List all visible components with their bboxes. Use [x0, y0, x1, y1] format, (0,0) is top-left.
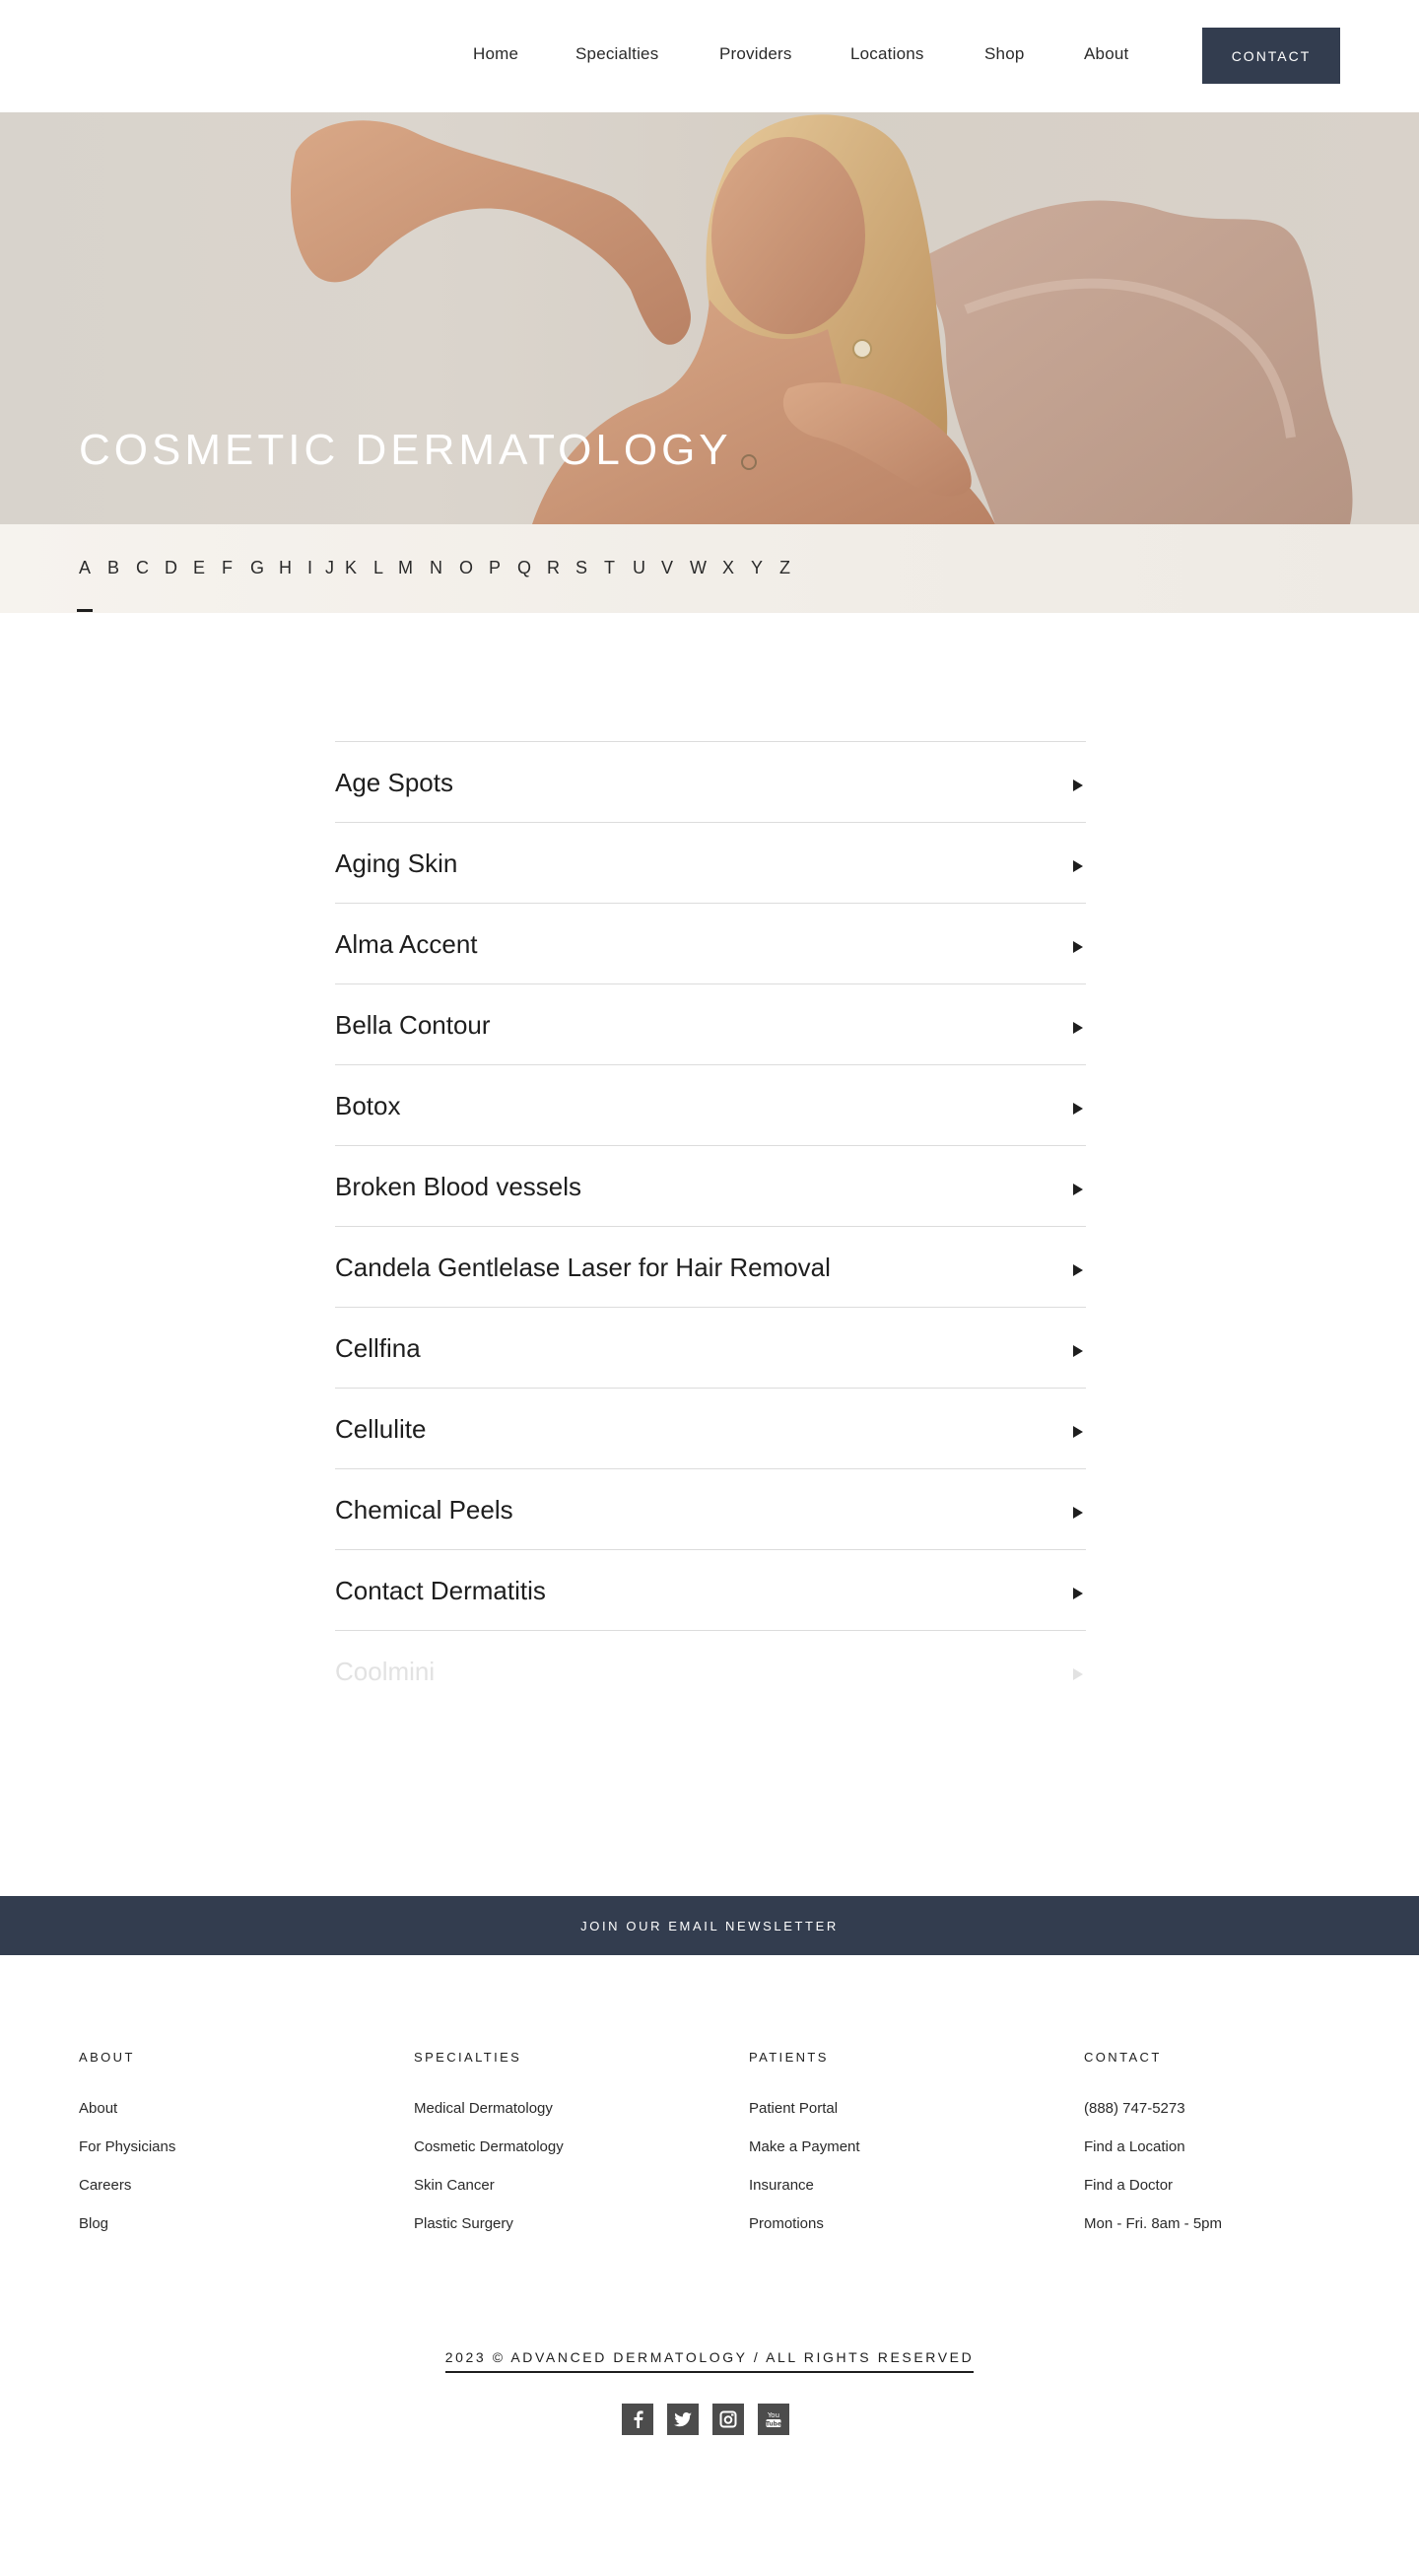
expand-arrow-icon[interactable]	[1073, 1588, 1083, 1599]
expand-arrow-icon[interactable]	[1073, 1345, 1083, 1357]
footer-link-careers[interactable]: Careers	[79, 2177, 132, 2194]
footer-heading-about: ABOUT	[79, 2050, 135, 2065]
footer-hours: Mon - Fri. 8am - 5pm	[1084, 2215, 1223, 2232]
footer-col-about	[79, 2050, 374, 2254]
accordion-item-label: Coolmini	[335, 1657, 436, 1686]
alphabet-letter-i[interactable]: I	[307, 558, 313, 577]
alphabet-letter-v[interactable]: V	[661, 558, 674, 577]
conditions-accordion	[335, 741, 1086, 1711]
accordion-item[interactable]	[335, 903, 1086, 983]
footer-link-patient-portal[interactable]: Patient Portal	[749, 2100, 839, 2117]
alphabet-letter-f[interactable]: F	[222, 558, 233, 577]
page-title: COSMETIC DERMATOLOGY	[79, 426, 732, 474]
expand-arrow-icon[interactable]	[1073, 1103, 1083, 1115]
alphabet-letter-j[interactable]: J	[325, 558, 334, 577]
accordion-item-label: Broken Blood vessels	[335, 1172, 582, 1201]
footer-link-cosmetic-dermatology[interactable]: Cosmetic Dermatology	[414, 2138, 564, 2155]
alphabet-letter-x[interactable]: X	[722, 558, 735, 577]
footer-link-insurance[interactable]: Insurance	[749, 2177, 814, 2194]
alphabet-letter-n[interactable]: N	[430, 558, 442, 577]
alphabet-letter-e[interactable]: E	[193, 558, 206, 577]
newsletter-signup-button[interactable]	[0, 1896, 1419, 1955]
accordion-item[interactable]	[335, 1630, 1086, 1711]
alphabet-letter-k[interactable]: K	[345, 558, 358, 577]
expand-arrow-icon[interactable]	[1073, 1022, 1083, 1034]
expand-arrow-icon[interactable]	[1073, 1426, 1083, 1438]
alphabet-letter-w[interactable]: W	[690, 558, 707, 577]
footer-link-promotions[interactable]: Promotions	[749, 2215, 824, 2232]
footer-link-for-physicians[interactable]: For Physicians	[79, 2138, 176, 2155]
nav-shop[interactable]: Shop	[984, 44, 1025, 63]
social-links	[622, 2404, 789, 2435]
main-nav	[0, 0, 1419, 112]
accordion-item-label: Alma Accent	[335, 929, 478, 959]
newsletter-label: JOIN OUR EMAIL NEWSLETTER	[580, 1918, 839, 1933]
contact-button[interactable]: CONTACT	[1202, 28, 1340, 84]
accordion-item-label: Chemical Peels	[335, 1495, 513, 1525]
accordion-item-label: Contact Dermatitis	[335, 1576, 546, 1605]
accordion-item-label: Cellfina	[335, 1333, 421, 1363]
accordion-item-label: Bella Contour	[335, 1010, 491, 1040]
footer-link-blog[interactable]: Blog	[79, 2215, 109, 2232]
expand-arrow-icon[interactable]	[1073, 941, 1083, 953]
alphabet-letter-l[interactable]: L	[373, 558, 384, 577]
alphabet-filter	[0, 524, 1419, 613]
alphabet-letter-q[interactable]: Q	[517, 558, 532, 577]
alphabet-letter-g[interactable]: G	[250, 558, 265, 577]
expand-arrow-icon[interactable]	[1073, 780, 1083, 791]
alphabet-letter-z[interactable]: Z	[779, 558, 790, 577]
nav-specialties[interactable]: Specialties	[575, 44, 659, 63]
accordion-item-label: Botox	[335, 1091, 401, 1120]
alphabet-letter-a[interactable]: A	[79, 558, 92, 577]
svg-text:Tube: Tube	[765, 2420, 782, 2428]
nav-home[interactable]: Home	[473, 44, 519, 63]
twitter-icon[interactable]	[667, 2404, 699, 2435]
alphabet-letter-t[interactable]: T	[604, 558, 615, 577]
footer-link-about[interactable]: About	[79, 2100, 118, 2117]
expand-arrow-icon[interactable]	[1073, 860, 1083, 872]
footer-link-find-doctor[interactable]: Find a Doctor	[1084, 2177, 1174, 2194]
footer-link-find-location[interactable]: Find a Location	[1084, 2138, 1185, 2155]
accordion-item-label: Age Spots	[335, 768, 453, 797]
alphabet-letter-u[interactable]: U	[633, 558, 645, 577]
active-letter-indicator	[77, 609, 93, 612]
facebook-icon[interactable]	[622, 2404, 653, 2435]
expand-arrow-icon[interactable]	[1073, 1264, 1083, 1276]
copyright-text: 2023 © ADVANCED DERMATOLOGY / ALL RIGHTS RESERVED	[445, 2349, 975, 2373]
alphabet-letter-p[interactable]: P	[489, 558, 502, 577]
footer-col-contact	[1084, 2050, 1380, 2254]
accordion-item-label: Candela Gentlelase Laser for Hair Removal	[335, 1253, 831, 1282]
svg-text:You: You	[767, 2411, 780, 2419]
nav-providers[interactable]: Providers	[719, 44, 792, 63]
accordion-item[interactable]	[335, 1145, 1086, 1226]
footer-heading-patients: PATIENTS	[749, 2050, 829, 2065]
accordion-item[interactable]	[335, 1064, 1086, 1145]
accordion-item[interactable]	[335, 822, 1086, 903]
expand-arrow-icon[interactable]	[1073, 1668, 1083, 1680]
expand-arrow-icon[interactable]	[1073, 1184, 1083, 1195]
accordion-item[interactable]	[335, 741, 1086, 822]
footer-link-phone[interactable]: (888) 747-5273	[1084, 2100, 1185, 2117]
accordion-item[interactable]	[335, 1388, 1086, 1468]
nav-locations[interactable]: Locations	[850, 44, 924, 63]
alphabet-letter-d[interactable]: D	[165, 558, 177, 577]
accordion-item[interactable]	[335, 1307, 1086, 1388]
alphabet-letter-y[interactable]: Y	[751, 558, 764, 577]
footer-col-specialties	[414, 2050, 710, 2254]
nav-about[interactable]: About	[1084, 44, 1129, 63]
alphabet-list	[79, 558, 808, 578]
footer-heading-specialties: SPECIALTIES	[414, 2050, 522, 2065]
alphabet-letter-m[interactable]: M	[398, 558, 413, 577]
accordion-item[interactable]	[335, 1468, 1086, 1549]
accordion-item-label: Cellulite	[335, 1414, 427, 1444]
instagram-icon[interactable]	[712, 2404, 744, 2435]
footer-link-plastic-surgery[interactable]: Plastic Surgery	[414, 2215, 513, 2232]
expand-arrow-icon[interactable]	[1073, 1507, 1083, 1519]
youtube-icon[interactable]	[758, 2404, 789, 2435]
copyright	[0, 2349, 1419, 2373]
footer-link-skin-cancer[interactable]: Skin Cancer	[414, 2177, 495, 2194]
site-header	[0, 0, 1419, 112]
alphabet-letter-c[interactable]: C	[136, 558, 149, 577]
accordion-item[interactable]	[335, 983, 1086, 1064]
alphabet-letter-r[interactable]: R	[547, 558, 560, 577]
alphabet-letter-o[interactable]: O	[459, 558, 474, 577]
hero-banner	[0, 112, 1419, 524]
footer-heading-contact: CONTACT	[1084, 2050, 1162, 2065]
footer-link-medical-dermatology[interactable]: Medical Dermatology	[414, 2100, 553, 2117]
accordion-item[interactable]	[335, 1226, 1086, 1307]
footer-link-make-payment[interactable]: Make a Payment	[749, 2138, 860, 2155]
accordion-item[interactable]	[335, 1549, 1086, 1630]
alphabet-letter-s[interactable]: S	[575, 558, 588, 577]
alphabet-letter-b[interactable]: B	[107, 558, 120, 577]
alphabet-letter-h[interactable]: H	[279, 558, 292, 577]
accordion-item-label: Aging Skin	[335, 848, 458, 878]
footer-col-patients	[749, 2050, 1045, 2254]
